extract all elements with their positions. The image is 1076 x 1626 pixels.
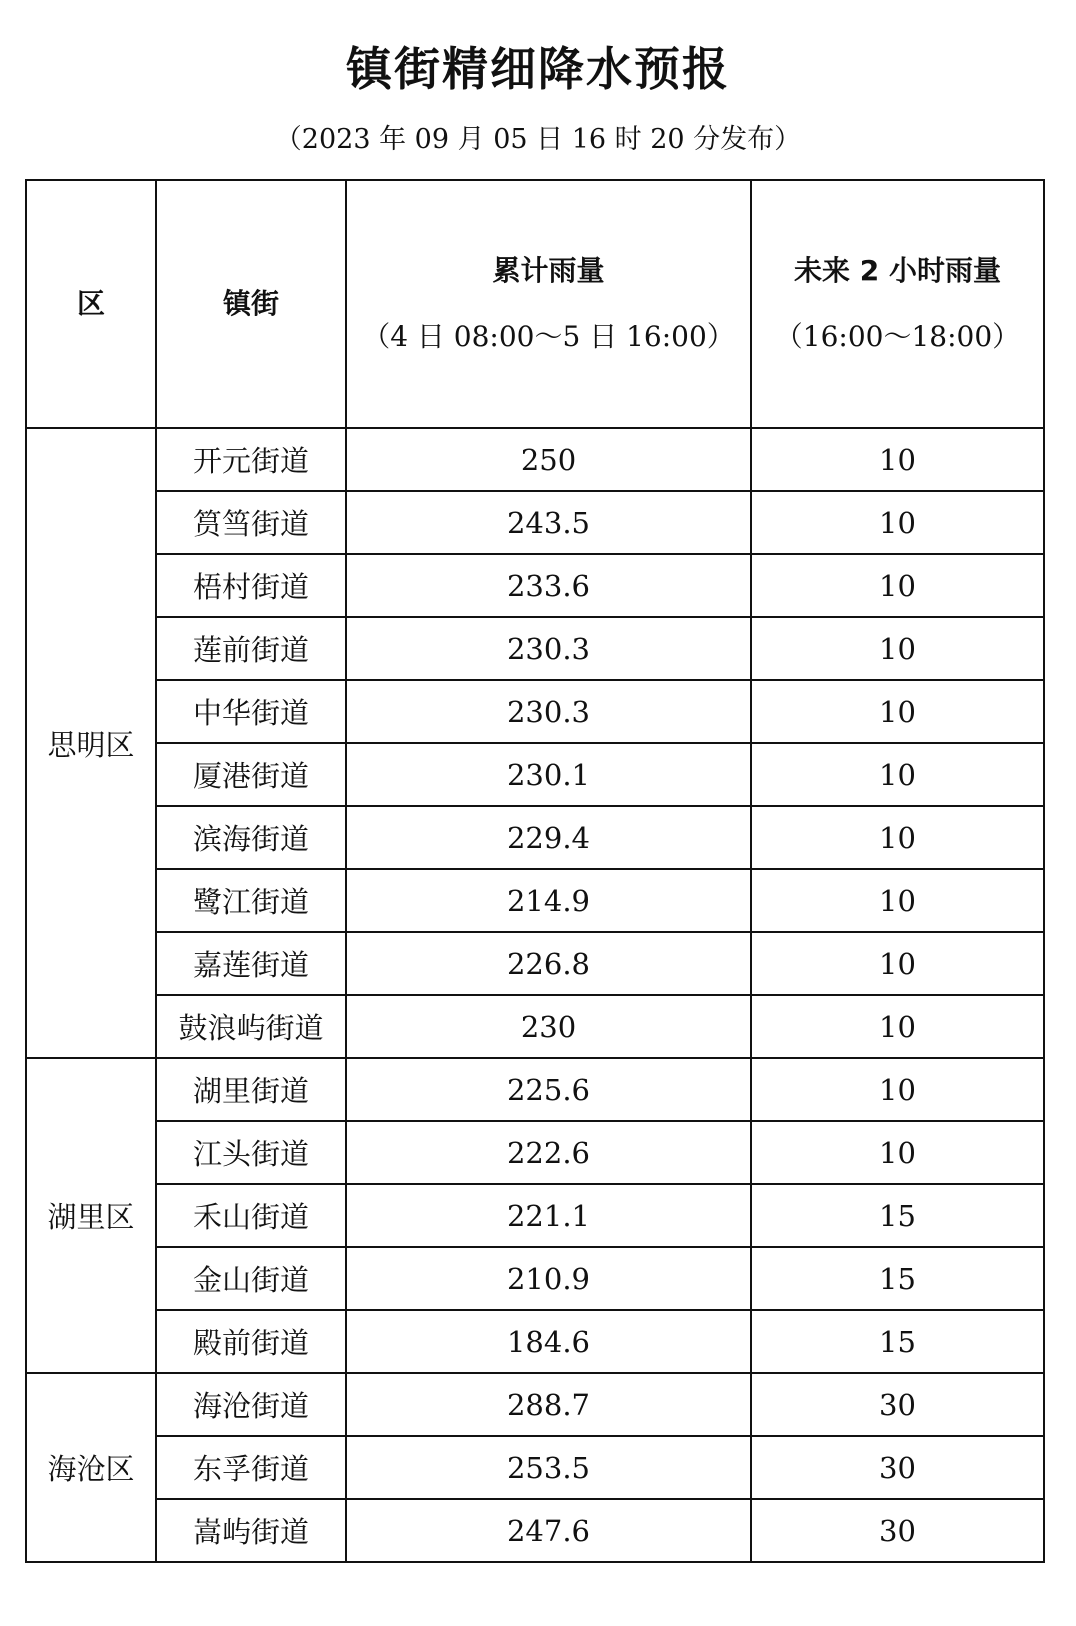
street-cell: 鼓浪屿街道 (156, 995, 346, 1058)
future-rainfall-cell: 10 (751, 995, 1044, 1058)
future-rainfall-cell: 10 (751, 680, 1044, 743)
future-rainfall-cell: 10 (751, 1058, 1044, 1121)
table-body (26, 428, 1044, 1562)
document-title: 镇街精细降水预报 (346, 42, 730, 96)
street-cell: 禾山街道 (156, 1184, 346, 1247)
table-row (26, 995, 1044, 1058)
table-row (26, 617, 1044, 680)
future-rainfall-cell: 10 (751, 617, 1044, 680)
table-row (26, 743, 1044, 806)
future-rainfall-cell: 30 (751, 1499, 1044, 1562)
cumulative-rainfall-cell: 214.9 (346, 869, 751, 932)
street-cell: 筼筜街道 (156, 491, 346, 554)
street-cell: 中华街道 (156, 680, 346, 743)
district-cell: 海沧区 (26, 1373, 156, 1562)
street-cell: 殿前街道 (156, 1310, 346, 1373)
cumulative-rainfall-cell: 230.1 (346, 743, 751, 806)
cumulative-rainfall-cell: 253.5 (346, 1436, 751, 1499)
table-row (26, 1121, 1044, 1184)
cumulative-rainfall-cell: 250 (346, 428, 751, 491)
cumulative-rainfall-cell: 229.4 (346, 806, 751, 869)
street-cell: 莲前街道 (156, 617, 346, 680)
street-cell: 鹭江街道 (156, 869, 346, 932)
future-rainfall-cell: 15 (751, 1184, 1044, 1247)
street-cell: 金山街道 (156, 1247, 346, 1310)
future-rainfall-cell: 10 (751, 806, 1044, 869)
street-cell: 湖里街道 (156, 1058, 346, 1121)
cumulative-rainfall-cell: 230.3 (346, 680, 751, 743)
cumulative-rainfall-cell: 226.8 (346, 932, 751, 995)
future-rainfall-cell: 10 (751, 869, 1044, 932)
header-district: 区 (26, 180, 156, 428)
table-row (26, 491, 1044, 554)
header-future-period: （16:00～18:00） (774, 320, 1021, 353)
table-row (26, 554, 1044, 617)
header-future-label: 未来 2 小时雨量 (794, 254, 1001, 287)
cumulative-rainfall-cell: 210.9 (346, 1247, 751, 1310)
table-row (26, 1499, 1044, 1562)
future-rainfall-cell: 10 (751, 932, 1044, 995)
future-rainfall-cell: 10 (751, 428, 1044, 491)
table-row (26, 428, 1044, 491)
future-rainfall-cell: 10 (751, 491, 1044, 554)
cumulative-rainfall-cell: 184.6 (346, 1310, 751, 1373)
future-rainfall-cell: 10 (751, 554, 1044, 617)
street-cell: 江头街道 (156, 1121, 346, 1184)
cumulative-rainfall-cell: 230.3 (346, 617, 751, 680)
table-row (26, 806, 1044, 869)
header-cumulative-label: 累计雨量 (492, 254, 605, 287)
cumulative-rainfall-cell: 233.6 (346, 554, 751, 617)
table-row (26, 1247, 1044, 1310)
header-cumulative-period: （4 日 08:00～5 日 16:00） (362, 320, 735, 353)
cumulative-rainfall-cell: 247.6 (346, 1499, 751, 1562)
header-future-rainfall (751, 180, 1044, 428)
table-row (26, 1058, 1044, 1121)
district-cell: 思明区 (26, 428, 156, 1058)
street-cell: 嵩屿街道 (156, 1499, 346, 1562)
street-cell: 海沧街道 (156, 1373, 346, 1436)
table-row (26, 932, 1044, 995)
cumulative-rainfall-cell: 288.7 (346, 1373, 751, 1436)
cumulative-rainfall-cell: 222.6 (346, 1121, 751, 1184)
cumulative-rainfall-cell: 243.5 (346, 491, 751, 554)
street-cell: 嘉莲街道 (156, 932, 346, 995)
forecast-table (25, 179, 1045, 1563)
cumulative-rainfall-cell: 225.6 (346, 1058, 751, 1121)
table-row (26, 680, 1044, 743)
future-rainfall-cell: 10 (751, 1121, 1044, 1184)
street-cell: 东孚街道 (156, 1436, 346, 1499)
header-street: 镇街 (156, 180, 346, 428)
future-rainfall-cell: 30 (751, 1436, 1044, 1499)
future-rainfall-cell: 30 (751, 1373, 1044, 1436)
district-cell: 湖里区 (26, 1058, 156, 1373)
street-cell: 厦港街道 (156, 743, 346, 806)
cumulative-rainfall-cell: 221.1 (346, 1184, 751, 1247)
future-rainfall-cell: 10 (751, 743, 1044, 806)
street-cell: 开元街道 (156, 428, 346, 491)
future-rainfall-cell: 15 (751, 1310, 1044, 1373)
header-cumulative-rainfall (346, 180, 751, 428)
table-row (26, 869, 1044, 932)
street-cell: 梧村街道 (156, 554, 346, 617)
issue-time: （2023 年 09 月 05 日 16 时 20 分发布） (274, 124, 802, 155)
table-row (26, 1373, 1044, 1436)
cumulative-rainfall-cell: 230 (346, 995, 751, 1058)
table-row (26, 1310, 1044, 1373)
future-rainfall-cell: 15 (751, 1247, 1044, 1310)
table-row (26, 1184, 1044, 1247)
table-row (26, 1436, 1044, 1499)
street-cell: 滨海街道 (156, 806, 346, 869)
header-row (26, 180, 1044, 428)
